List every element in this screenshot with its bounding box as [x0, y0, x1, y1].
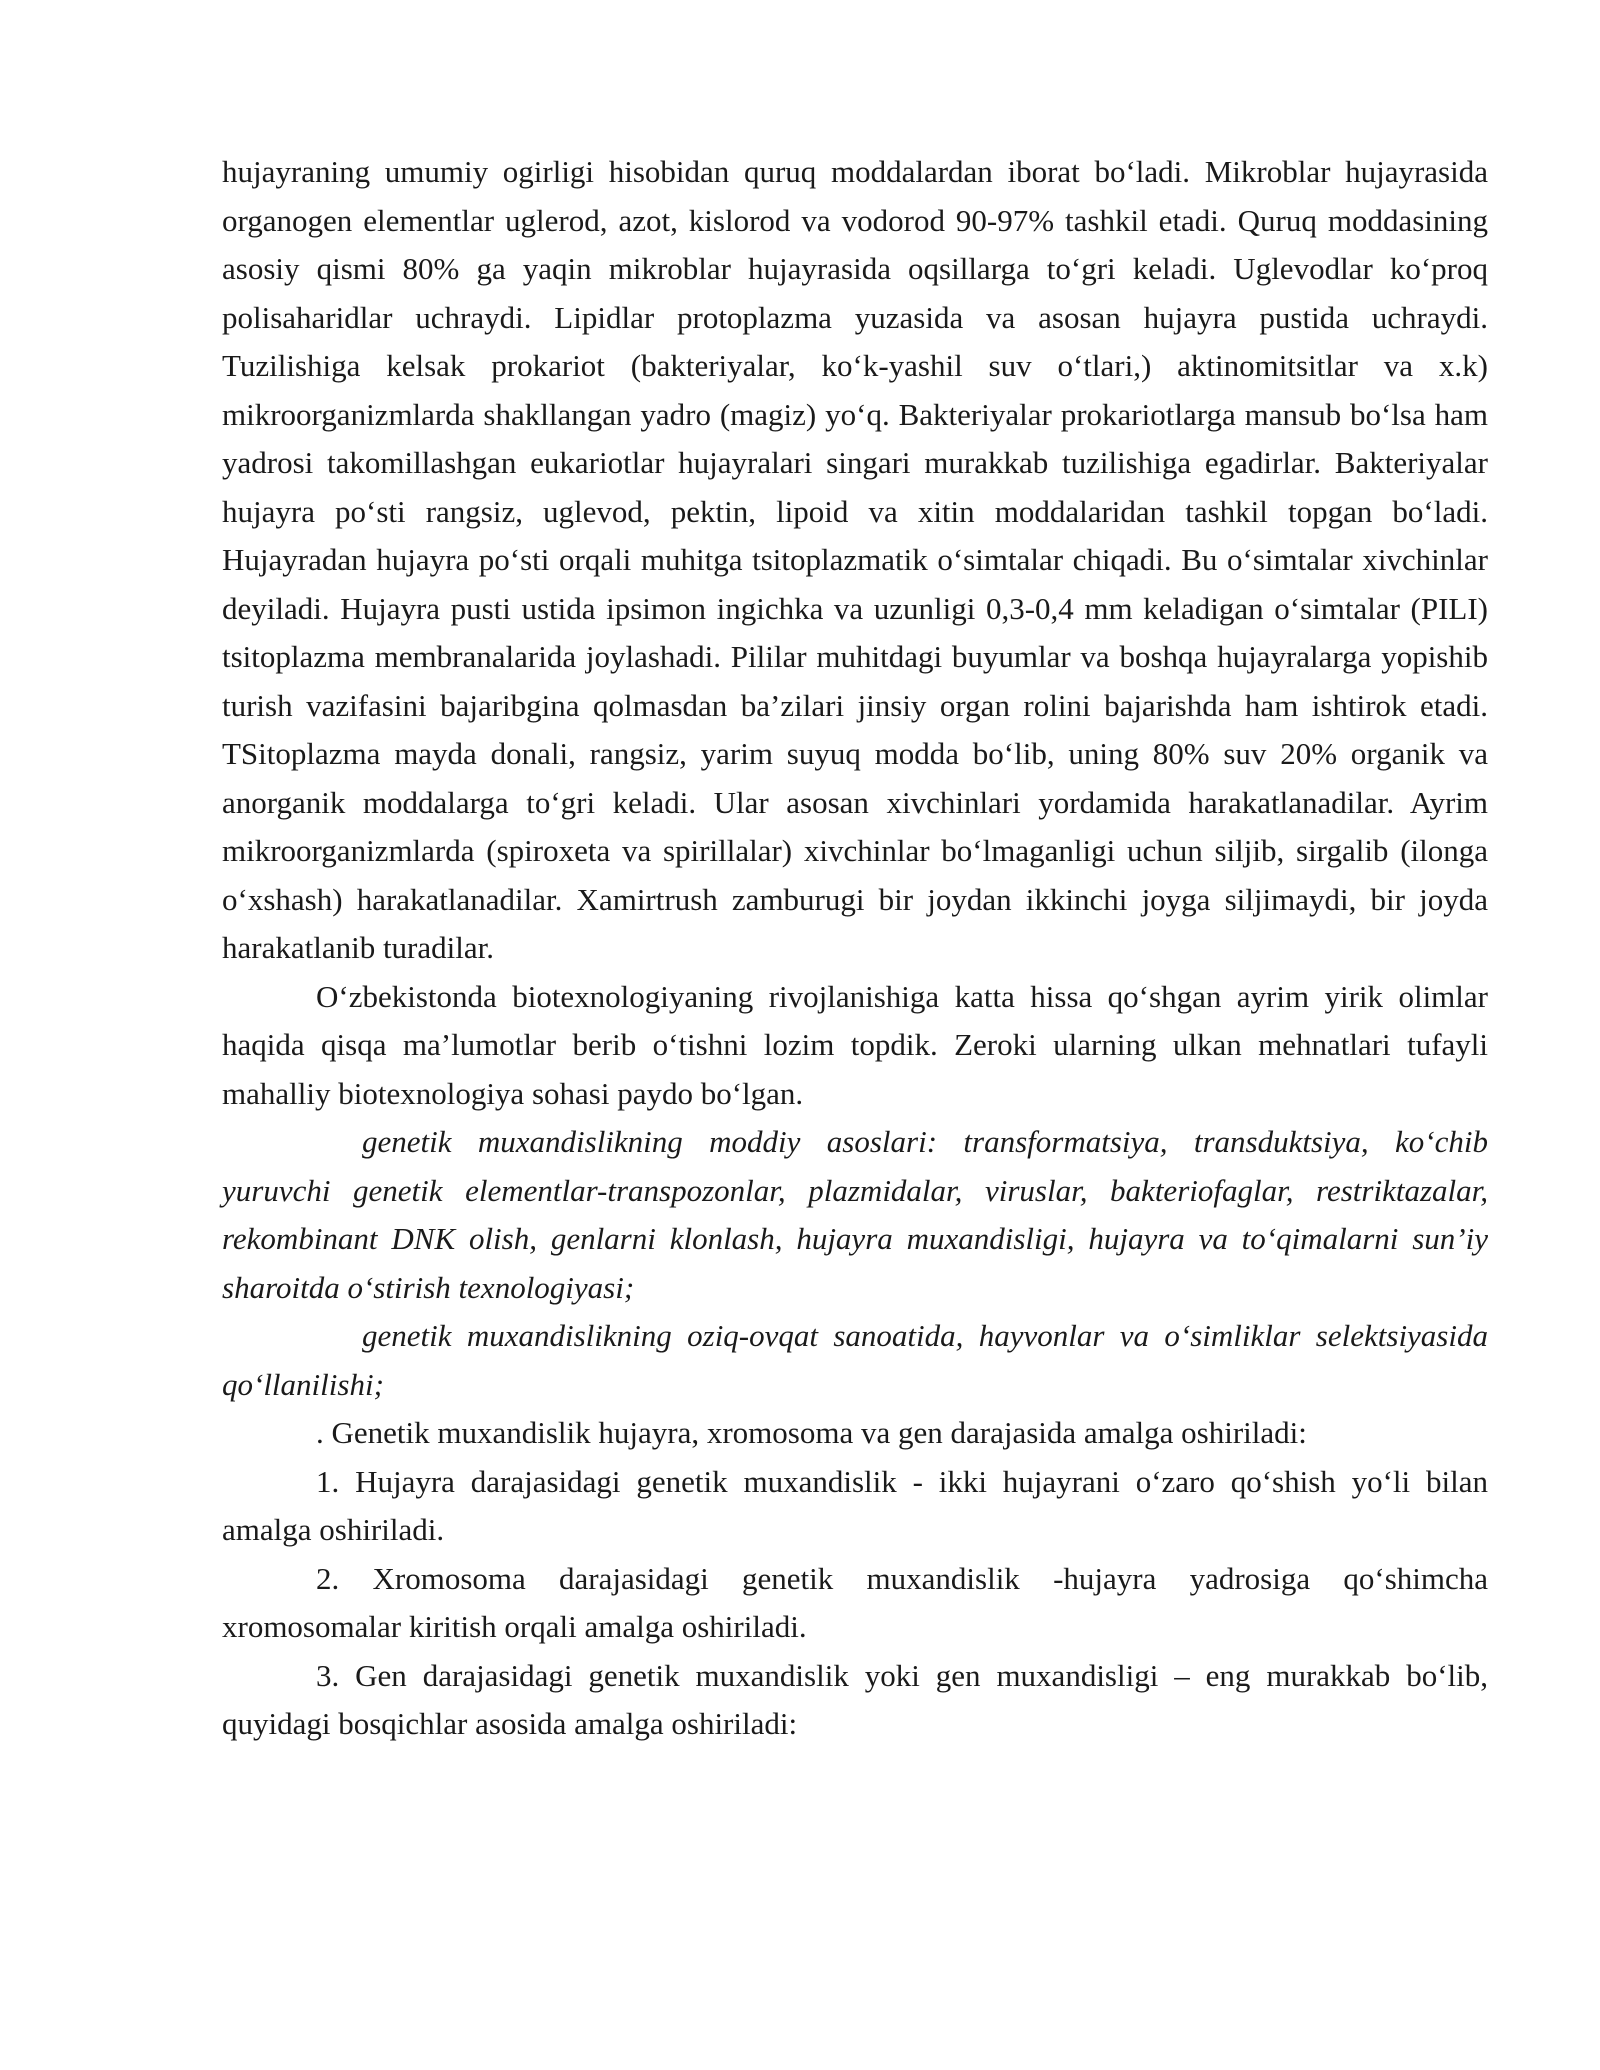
- numbered-item-cell-level: 1. Hujayra darajasidagi genetik muxandislik - ikki hujayrani o‘zaro qo‘shish yo‘li bilan amalga oshiriladi.: [222, 1463, 1488, 1547]
- body-paragraph-cell-composition: hujayraning umumiy ogirligi hisobidan quruq moddalardan iborat bo‘ladi. Mikroblar hujayrasida organogen elementlar uglerod, azot, kislorod va vodorod 90-97% tashkil etadi. Quruq moddasining asosiy qismi 80% ga yaqin mikroblar hujayrasida oqsillarga to‘gri keladi. Uglevodlar ko‘proq polisaharidlar uchraydi. Lipidlar protoplazma yuzasida va asosan hujayra pustida uchraydi. Tuzilishiga kelsak prokariot (bakteriyalar, ko‘k-yashil suv o‘tlari,) aktinomitsitlar va x.k) mikroorganizmlarda shakllangan yadro (magiz) yo‘q. Bakteriyalar prokariotlarga mansub bo‘lsa ham yadrosi takomillashgan eukariotlar hujayralari singari murakkab tuzilishiga egadirlar. Bakteriyalar hujayra po‘sti rangsiz, uglevod, pektin, lipoid va xitin moddalaridan tashkil topgan bo‘ladi. Hujayradan hujayra po‘sti orqali muhitga tsitoplazmatik o‘simtalar chiqadi. Bu o‘simtalar xivchinlar deyiladi. Hujayra pusti ustida ipsimon ingichka va uzunligi 0,3-0,4 mm keladigan o‘simtalar (PILI) tsitoplazma membranalarida joylashadi. Pililar muhitdagi buyumlar va boshqa hujayralarga yopishib turish vazifasini bajaribgina qolmasdan ba’zilari jinsiy organ rolini bajarishda ham ishtirok etadi. TSitoplazma mayda donali, rangsiz, yarim suyuq modda bo‘lib, uning 80% suv 20% organik va anorganik moddalarga to‘gri keladi. Ular asosan xivchinlari yordamida harakatlanadilar. Ayrim mikroorganizmlarda (spiroxeta va spirillalar) xivchinlar bo‘lmaganligi uchun siljib, sirgalib (ilonga o‘xshash) harakatlanadilar. Xamirtrush zamburugi bir joydan ikkinchi joyga siljimaydi, bir joyda harakatlanib turadilar.: [222, 154, 1488, 965]
- italic-item-genetic-engineering-basics: genetik muxandislikning moddiy asoslari: transformatsiya, transduktsiya, ko‘chib yuruvchi genetik elementlar-transpozonlar, plazmidalar, viruslar, bakteriofaglar, restriktazalar, rekombinant DNK olish, genlarni klonlash, hujayra muxandisligi, hujayra va to‘qimalarni sun’iy sharoitda o‘stirish texnologiyasi;: [222, 1124, 1488, 1305]
- body-paragraph-uzbek-scientists: O‘zbekistonda biotexnologiyaning rivojlanishiga katta hissa qo‘shgan ayrim yirik olimlar haqida qisqa ma’lumotlar berib o‘tishni lozim topdik. Zeroki ularning ulkan mehnatlari tufayli mahalliy biotexnologiya sohasi paydo bo‘lgan.: [222, 978, 1488, 1111]
- numbered-item-chromosome-level: 2. Xromosoma darajasidagi genetik muxandislik -hujayra yadrosiga qo‘shimcha xromosomalar kiritish orqali amalga oshiriladi.: [222, 1560, 1488, 1644]
- italic-item-genetic-engineering-applications: genetik muxandislikning oziq-ovqat sanoatida, hayvonlar va o‘simliklar selektsiyasida qo‘llanilishi;: [222, 1318, 1488, 1402]
- document-page: [222, 148, 1488, 1749]
- body-paragraph-levels-intro: . Genetik muxandislik hujayra, xromosoma va gen darajasida amalga oshiriladi:: [316, 1415, 1307, 1450]
- numbered-item-gene-level: 3. Gen darajasidagi genetik muxandislik yoki gen muxandisligi – eng murakkab bo‘lib, quyidagi bosqichlar asosida amalga oshiriladi:: [222, 1657, 1488, 1741]
